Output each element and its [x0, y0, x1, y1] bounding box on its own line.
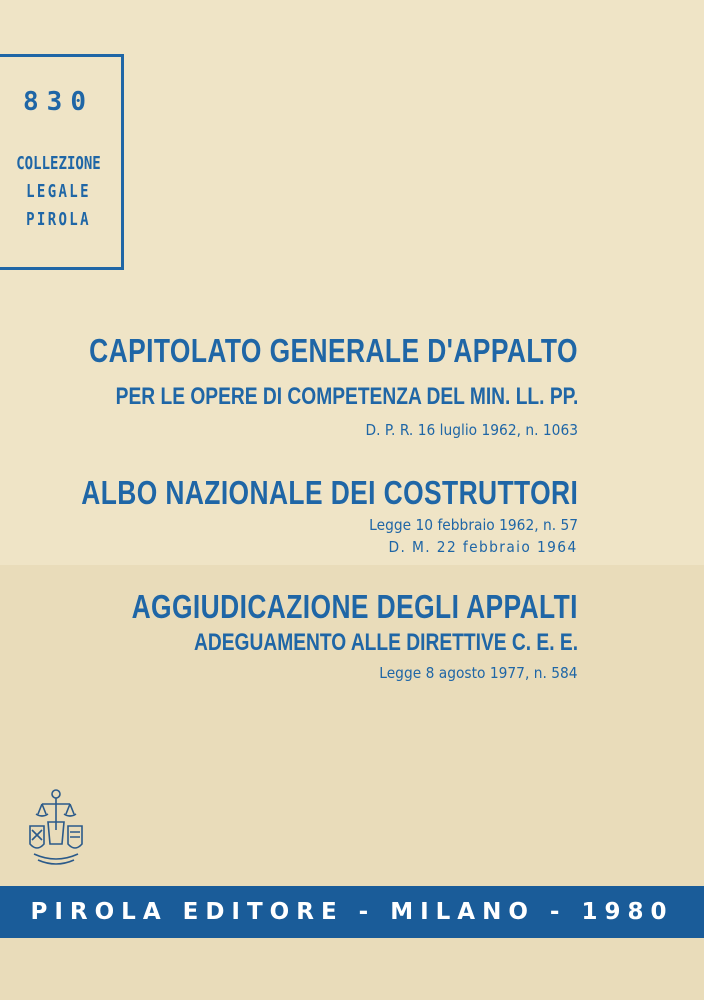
section2-title: ALBO NAZIONALE DEI COSTRUTTORI: [81, 474, 578, 511]
series-line-3: PIROLA: [26, 209, 91, 230]
series-number: 830: [23, 87, 94, 117]
series-line-2: LEGALE: [26, 181, 91, 202]
section3-title: AGGIUDICAZIONE DEGLI APPALTI: [131, 588, 578, 625]
publisher-band: [0, 886, 704, 938]
publisher-line: PIROLA EDITORE - MILANO - 1980: [30, 899, 674, 925]
section2-reference-1: Legge 10 febbraio 1962, n. 57: [369, 516, 578, 534]
justice-emblem-icon: [24, 782, 88, 872]
section2-reference-2: D. M. 22 febbraio 1964: [388, 538, 578, 556]
section1-title: CAPITOLATO GENERALE D'APPALTO: [89, 332, 578, 369]
series-line-1: COLLEZIONE: [16, 153, 101, 174]
section1-reference: D. P. R. 16 luglio 1962, n. 1063: [365, 421, 578, 439]
series-box: [0, 54, 124, 270]
section3-subtitle: ADEGUAMENTO ALLE DIRETTIVE C. E. E.: [193, 629, 578, 656]
section3-reference: Legge 8 agosto 1977, n. 584: [379, 664, 578, 682]
section1-subtitle: PER LE OPERE DI COMPETENZA DEL MIN. LL. PP.: [115, 383, 578, 410]
